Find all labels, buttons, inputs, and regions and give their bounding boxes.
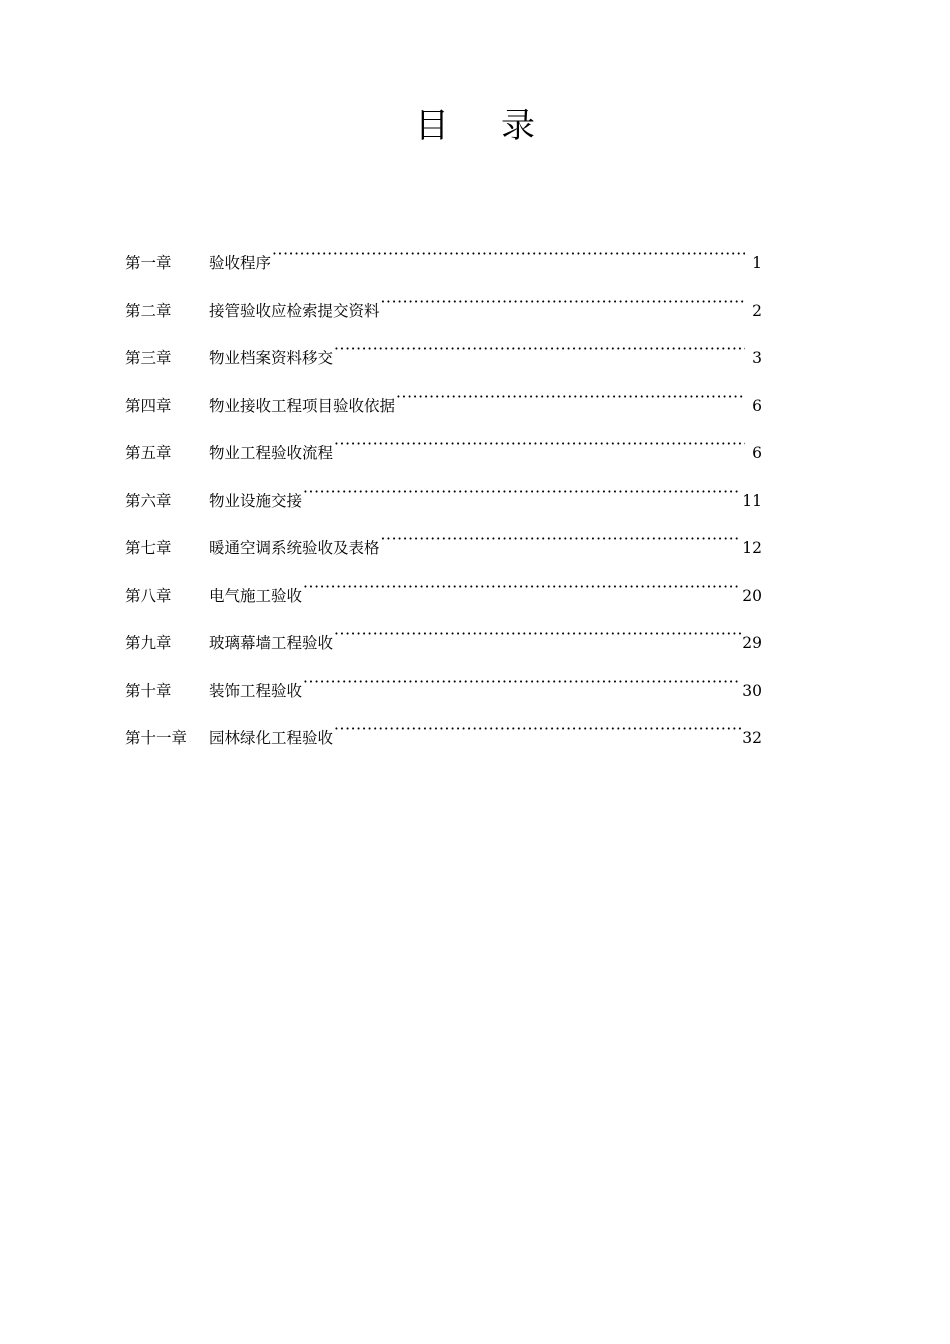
toc-chapter-number: 第十一章 (125, 729, 188, 747)
toc-entry-title: 接管验收应检索提交资料 (209, 301, 380, 320)
toc-page-number: 1 (752, 254, 762, 272)
toc-entry[interactable] (125, 573, 762, 621)
toc-entry-title: 物业设施交接 (209, 491, 303, 510)
toc-entry-title: 园林绿化工程验收 (209, 729, 334, 747)
toc-entry-title: 暖通空调系统验收及表格 (209, 539, 380, 557)
toc-entry-title: 物业档案资料移交 (209, 349, 334, 367)
toc-entry-title: 装饰工程验收 (209, 681, 303, 700)
toc-entry-title: 验收程序 (209, 254, 272, 272)
toc-chapter-number: 第六章 (125, 491, 172, 510)
toc-entry-title: 电气施工验收 (209, 586, 303, 605)
toc-chapter-number: 第九章 (125, 634, 172, 652)
toc-chapter-number: 第二章 (125, 301, 172, 320)
toc-page-number: 6 (752, 444, 762, 462)
toc-entry[interactable] (125, 715, 762, 763)
toc-dot-leader (381, 288, 745, 316)
toc-chapter-number: 第五章 (125, 444, 172, 462)
toc-entry[interactable] (125, 335, 762, 383)
toc-chapter-number: 第三章 (125, 349, 172, 367)
toc-dot-leader (303, 573, 741, 601)
page-title-char-1: 目 (415, 106, 449, 146)
toc-page-number: 3 (752, 349, 762, 367)
toc-page-number: 32 (742, 729, 762, 747)
toc-chapter-number: 第七章 (125, 539, 172, 557)
toc-dot-leader (303, 668, 741, 696)
toc-dot-leader (303, 478, 741, 506)
toc-page-number: 12 (742, 539, 762, 557)
toc-chapter-number: 第四章 (125, 396, 172, 415)
toc-entry[interactable] (125, 288, 762, 336)
toc-page-number: 30 (742, 681, 762, 700)
toc-entry[interactable] (125, 525, 762, 573)
toc-page-number: 11 (742, 491, 762, 510)
toc-entry[interactable] (125, 383, 762, 431)
toc-dot-leader (272, 240, 745, 268)
toc-entry-title: 物业工程验收流程 (209, 444, 334, 462)
toc-page-number: 20 (742, 586, 762, 605)
toc-page-number: 2 (752, 301, 762, 320)
toc-entry-title: 玻璃幕墙工程验收 (209, 634, 334, 652)
toc-chapter-number: 第十章 (125, 681, 172, 700)
toc-dot-leader (334, 620, 741, 648)
toc-dot-leader (334, 430, 745, 458)
toc-dot-leader (334, 715, 741, 743)
page-title (0, 102, 950, 150)
toc-page-number: 29 (742, 634, 762, 652)
toc-entry[interactable] (125, 430, 762, 478)
toc-entry[interactable] (125, 620, 762, 668)
toc-entry-title: 物业接收工程项目验收依据 (209, 396, 396, 415)
toc-entry[interactable] (125, 240, 762, 288)
toc-dot-leader (381, 525, 742, 553)
toc-chapter-number: 第八章 (125, 586, 172, 605)
toc-chapter-number: 第一章 (125, 254, 172, 272)
toc-entry[interactable] (125, 478, 762, 526)
table-of-contents (125, 240, 762, 763)
page-title-char-2: 录 (501, 106, 535, 146)
toc-entry[interactable] (125, 668, 762, 716)
toc-dot-leader (396, 383, 745, 411)
toc-page-number: 6 (752, 396, 762, 415)
toc-dot-leader (334, 335, 745, 363)
